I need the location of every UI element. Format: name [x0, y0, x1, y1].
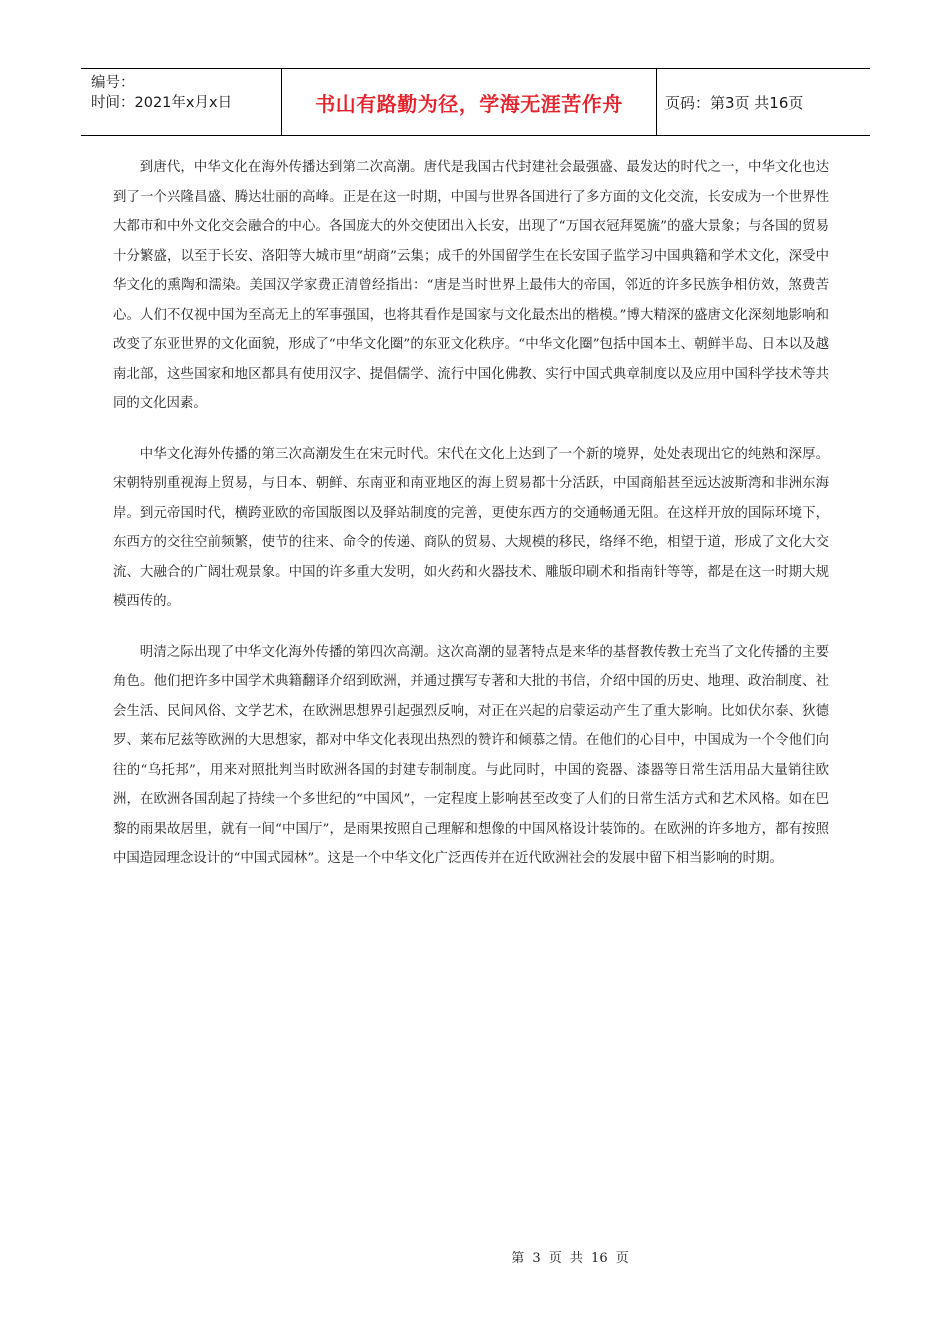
header-page-info-cell	[657, 69, 870, 135]
body-paragraph-song-yuan: 中华文化海外传播的第三次高潮发生在宋元时代。宋代在文化上达到了一个新的境界，处处表现出它的纯熟和深厚。宋朝特别重视海上贸易，与日本、朝鲜、东南亚和南亚地区的海上贸易都十分活跃，中国商船甚至远达波斯湾和非洲东海岸。到元帝国时代，横跨亚欧的帝国版图以及驿站制度的完善，更使东西方的交通畅通无阻。在这样开放的国际环境下，东西方的交往空前频繁，使节的往来、命令的传递、商队的贸易、大规模的移民，络绎不绝，相望于道，形成了文化大交流、大融合的广阔壮观景象。中国的许多重大发明，如火药和火器技术、雕版印刷术和指南针等等，都是在这一时期大规模西传的。	[113, 446, 829, 609]
header-meta-cell	[81, 69, 282, 135]
motto-text: 书山有路勤为径，学海无涯苦作舟	[315, 91, 623, 116]
footer-page-number: 第 3 页 共 16 页	[511, 1251, 629, 1266]
page-info-text: 页码：第3页 共16页	[665, 93, 804, 112]
body-paragraph-ming-qing: 明清之际出现了中华文化海外传播的第四次高潮。这次高潮的显著特点是来华的基督教传教士充当了文化传播的主要角色。他们把许多中国学术典籍翻译介绍到欧洲，并通过撰写专著和大批的书信，介绍中国的历史、地理、政治制度、社会生活、民间风俗、文学艺术，在欧洲思想界引起强烈反响，对正在兴起的启蒙运动产生了重大影响。比如伏尔泰、狄德罗、莱布尼兹等欧洲的大思想家，都对中华文化表现出热烈的赞许和倾慕之情。在他们的心目中，中国成为一个令他们向往的“乌托邦”，用来对照批判当时欧洲各国的封建专制制度。与此同时，中国的瓷器、漆器等日常生活用品大量销往欧洲，在欧洲各国刮起了持续一个多世纪的“中国风”，一定程度上影响甚至改变了人们的日常生活方式和艺术风格。如在巴黎的雨果故居里，就有一间“中国厅”，是雨果按照自己理解和想像的中国风格设计装饰的。在欧洲的许多地方，都有按照中国造园理念设计的“中国式园林”。这是一个中华文化广泛西传并在近代欧洲社会的发展中留下相当影响的时期。	[113, 644, 830, 866]
document-body	[113, 153, 829, 895]
document-date-label: 时间：2021年x月x日	[91, 95, 233, 111]
body-paragraph-tang: 到唐代，中华文化在海外传播达到第二次高潮。唐代是我国古代封建社会最强盛、最发达的时代之一，中华文化也达到了一个兴隆昌盛、腾达壮丽的高峰。正是在这一时期，中国与世界各国进行了多方面的文化交流，长安成为一个世界性大都市和中外文化交会融合的中心。各国庞大的外交使团出入长安，出现了“万国衣冠拜冕旒”的盛大景象；与各国的贸易十分繁盛，以至于长安、洛阳等大城市里“胡商”云集；成千的外国留学生在长安国子监学习中国典籍和学术文化，深受中华文化的熏陶和濡染。美国汉学家费正清曾经指出：“唐是当时世界上最伟大的帝国，邻近的许多民族争相仿效，煞费苦心。人们不仅视中国为至高无上的军事强国，也将其看作是国家与文化最杰出的楷模。”博大精深的盛唐文化深刻地影响和改变了东亚世界的文化面貌，形成了“中华文化圈”的东亚文化秩序。“中华文化圈”包括中国本土、朝鲜半岛、日本以及越南北部，这些国家和地区都具有使用汉字、提倡儒学、流行中国化佛教、实行中国式典章制度以及应用中国科学技术等共同的文化因素。	[113, 160, 829, 411]
document-header	[81, 68, 870, 136]
page-footer	[0, 1247, 950, 1266]
header-motto	[282, 69, 657, 135]
document-number-label: 编号：	[91, 75, 135, 91]
